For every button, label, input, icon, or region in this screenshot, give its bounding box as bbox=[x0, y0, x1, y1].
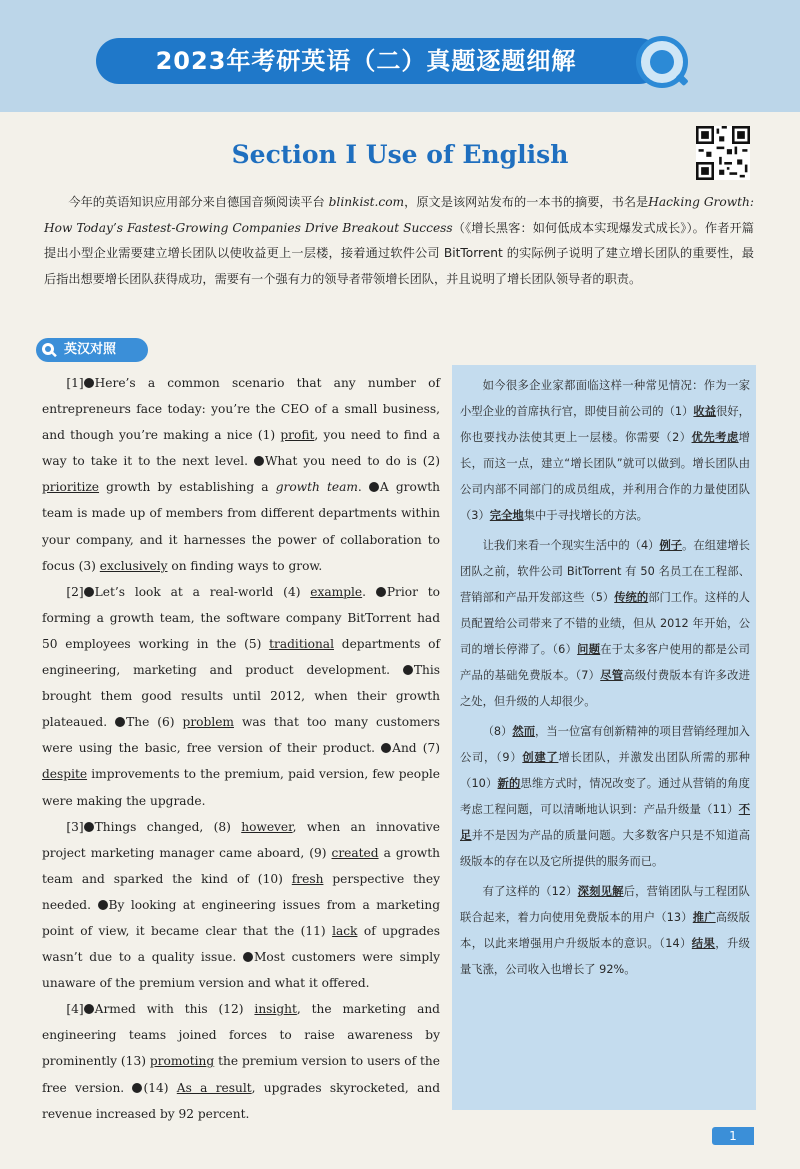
intro-paragraph: 今年的英语知识应用部分来自德国音频阅读平台 blinkist.com，原文是该网站发布的一本书的摘要，书名是Hacking Growth: How Today’s Fastest-Growing Companies Drive Breakout Success（《增长黑客：如何低成本实现爆发式成长》）。作者开篇提出小型企业需要建立增长团队以使收益更上一层楼，接着通过软件公司 BitTorrent 的实际例子说明了建立增长团队的重要性，最后指出想要增长团队获得成功，需要有一个强有力的领导者带领增长团队，并且说明了增长团队领导者的职责。 bbox=[44, 195, 754, 286]
bilingual-badge bbox=[36, 338, 148, 362]
page-number: 1 bbox=[712, 1127, 754, 1145]
badge-label: 英汉对照 bbox=[64, 342, 117, 357]
chinese-paragraph-2: 让我们来看一个现实生活中的（4）例子。在组建增长团队之前，软件公司 BitTorrent 有 50 名员工在工程部、营销部和产品开发部这些（5）传统的部门工作。这样的人员配置给公司带来了不错的业绩，但从 2012 年开始，公司的增长停滞了。（6）问题在于太多客户使用的都是公司产品的基础免费版本。（7）尽管高级付费版本有许多改进之处，但升级的人却很少。 bbox=[460, 539, 750, 708]
chinese-paragraph-3: （8）然而，当一位富有创新精神的项目营销经理加入公司，（9）创建了增长团队，并激发出团队所需的那种（10）新的思维方式时，情况改变了。通过从营销的角度考虑工程问题，可以清晰地认识到：产品升级量（11）不足并不是因为产品的质量问题。大多数客户只是不知道高级版本的存在以及它所提供的服务而已。 bbox=[460, 725, 750, 868]
chinese-translation-panel bbox=[452, 365, 756, 1110]
search-icon bbox=[40, 341, 58, 359]
chinese-paragraph-1: 如今很多企业家都面临这样一种常见情况：作为一家小型企业的首席执行官，即使目前公司的（1）收益很好，你也要找办法使其更上一层楼。你需要（2）优先考虑增长，而这一点，建立“增长团队”就可以做到。增长团队由公司内部不同部门的成员组成，并利用合作的力量使团队（3）完全地集中于寻找增长的方法。 bbox=[460, 379, 750, 522]
english-column bbox=[42, 370, 440, 1127]
english-paragraph-3: [3] Things changed, (8) however, when an innovative project marketing manager came aboard, (9) created a growth team and sparked the kind of (10) fresh perspective they needed. By looking at engineering issues from a marketing point of view, it became clear that the (11) lack of upgrades wasn’t due to a quality issue. Most customers were simply unaware of the premium version and what it offered. bbox=[42, 819, 441, 991]
page-header-title: 2023年考研英语（二）真题逐题细解 bbox=[155, 47, 577, 75]
header-banner bbox=[96, 38, 662, 84]
english-paragraph-1: [1] Here’s a common scenario that any number of entrepreneurs face today: you’re the CEO of a small business, and though you’re making a nice (1) profit, you need to find a way to take it to the next level. What you need to do is (2) prioritize growth by establishing a growth team. A growth team is made up of members from different departments within your company, and it harnesses the power of collaboration to focus (3) exclusively on finding ways to grow. bbox=[42, 376, 441, 573]
english-paragraph-2: [2] Let’s look at a real-world (4) example. Prior to forming a growth team, the software company BitTorrent had 50 employees working in the (5) traditional departments of engineering, marketing and product development. This brought them good results until 2012, when their growth plateaued. The (6) problem was that too many customers were using the basic, free version of their product. And (7) despite improvements to the premium, paid version, few people were making the upgrade. bbox=[42, 584, 441, 808]
section-title: Section Ⅰ Use of English bbox=[231, 140, 569, 169]
chinese-paragraph-4: 有了这样的（12）深刻见解后，营销团队与工程团队联合起来，着力向使用免费版本的用户（13）推广高级版本，以此来增强用户升级版本的意识。（14）结果，升级量飞涨，公司收入也增长了 92%。 bbox=[460, 885, 750, 976]
qr-code-icon bbox=[696, 126, 750, 180]
english-paragraph-4: [4] Armed with this (12) insight, the marketing and engineering teams joined forces to raise awareness by prominently (13) promoting the premium version to users of the free version. (14) As a result, upgrades skyrocketed, and revenue increased by 92 percent. bbox=[42, 1002, 441, 1121]
